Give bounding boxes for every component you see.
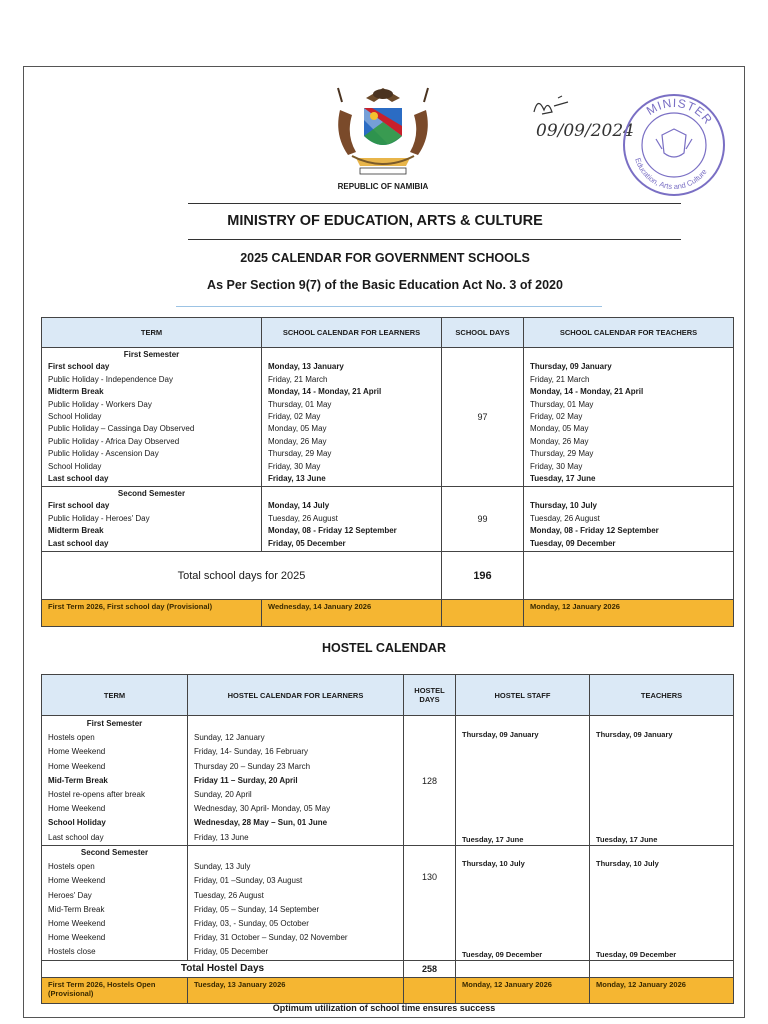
hostel-header-staff: HOSTEL STAFF (456, 675, 590, 716)
teacher-date: Monday, 08 - Friday 12 September (530, 526, 659, 536)
term-label: School Holiday (48, 461, 102, 471)
teacher-date: Thursday, 01 May (530, 399, 594, 409)
hostel-term-label: Home Weekend (48, 747, 106, 757)
term-label: Public Holiday – Cassinga Day Observed (48, 424, 195, 434)
term-label: School Holiday (48, 411, 102, 421)
hostel-first-semester-days: 128 (404, 716, 456, 846)
term-label: First school day (48, 501, 110, 511)
hostel-teachers-start: Thursday, 10 July (596, 859, 659, 868)
total-hostel-days-value: 258 (404, 960, 456, 977)
hostel-learner-date: Friday, 01 –Sunday, 03 August (194, 876, 303, 886)
learner-date: Monday, 05 May (268, 424, 327, 434)
hostel-first-term-staff: Monday, 12 January 2026 (456, 977, 590, 1003)
second-semester-days: 99 (442, 487, 524, 552)
first-term-2026-teachers: Monday, 12 January 2026 (524, 600, 734, 627)
teacher-date: Thursday, 09 January (530, 362, 612, 372)
second-semester-title: Second Semester (117, 489, 186, 498)
hostel-first-term-learners: Tuesday, 13 January 2026 (188, 977, 404, 1003)
hostel-calendar-title: HOSTEL CALENDAR (321, 641, 447, 655)
first-semester-title: First Semester (123, 350, 180, 359)
hostel-term-label: Home Weekend (48, 918, 106, 928)
hostel-term-label: Hostel re-opens after break (48, 789, 145, 799)
hostel-calendar-table (41, 674, 734, 1004)
hostel-first-semester-title: First Semester (86, 719, 143, 728)
hostel-term-label: Mid-Term Break (48, 904, 105, 914)
hostel-staff-end: Tuesday, 09 December (462, 949, 543, 959)
total-hostel-days-label: Total Hostel Days (42, 960, 404, 977)
hostel-teachers-start: Thursday, 09 January (596, 730, 673, 739)
ministry-title: MINISTRY OF EDUCATION, ARTS & CULTURE (227, 213, 543, 229)
teacher-date: Tuesday, 09 December (530, 538, 616, 548)
hostel-learner-date: Thursday 20 – Sunday 23 March (194, 761, 311, 771)
total-school-days-label: Total school days for 2025 (42, 552, 442, 600)
total-school-days-row (42, 552, 734, 600)
hostel-first-term-2026-row (42, 977, 734, 1003)
hostel-term-label: Hostels open (48, 862, 95, 872)
hostel-header-term: TERM (42, 675, 188, 716)
learner-date: Friday, 30 May (268, 461, 321, 471)
hostel-learner-date: Wednesday, 28 May – Sun, 01 June (194, 818, 328, 828)
hostel-term-label: Mid-Term Break (48, 775, 108, 785)
learner-date: Monday, 13 January (268, 362, 344, 372)
term-label: Public Holiday - Heroes' Day (48, 513, 150, 523)
teacher-date: Thursday, 29 May (530, 449, 594, 459)
hostel-header-days: HOSTEL DAYS (404, 675, 456, 716)
stamp-bottom-text: Education, Arts and Culture (633, 156, 709, 192)
teacher-date: Monday, 14 - Monday, 21 April (530, 387, 644, 397)
learner-date: Friday, 05 December (268, 538, 346, 548)
blue-rule (176, 306, 602, 307)
hostel-learner-date: Friday, 31 October – Sunday, 02 November (194, 933, 348, 943)
learner-date: Friday, 02 May (268, 411, 321, 421)
minister-stamp-icon (620, 91, 728, 199)
hostel-term-label: Last school day (48, 832, 104, 842)
hostel-learner-date: Sunday, 12 January (194, 733, 265, 743)
stamp-top-text: MINISTER (643, 95, 716, 128)
hostel-header-teachers: TEACHERS (590, 675, 734, 716)
term-label: Midterm Break (48, 526, 104, 536)
teacher-date: Tuesday, 17 June (530, 473, 596, 483)
header-teachers: SCHOOL CALENDAR FOR TEACHERS (524, 318, 734, 348)
first-term-2026-label: First Term 2026, First school day (Provisional) (42, 600, 262, 627)
total-school-days-value: 196 (442, 552, 524, 600)
school-calendar-table (41, 317, 734, 627)
learner-date: Tuesday, 26 August (268, 513, 338, 523)
hostel-term-label: Home Weekend (48, 804, 106, 814)
svg-text:MINISTER (644, 96, 716, 127)
footer-motto: Optimum utilization of school time ensures success (272, 1003, 496, 1013)
term-label: Public Holiday - Independence Day (48, 374, 173, 384)
hostel-learner-date: Friday, 13 June (194, 832, 249, 842)
hostel-second-semester-title: Second Semester (80, 848, 149, 857)
hostel-learner-date: Friday 11 – Surday, 20 April (194, 775, 298, 785)
hostel-second-semester-row (42, 846, 734, 961)
teacher-date: Friday, 21 March (530, 374, 590, 384)
hostel-teachers-end: Tuesday, 17 June (596, 835, 658, 844)
term-label: First school day (48, 362, 110, 372)
hostel-term-label: Hostels open (48, 733, 95, 743)
hostel-term-label: Home Weekend (48, 761, 106, 771)
teacher-date: Monday, 26 May (530, 436, 589, 446)
hostel-teachers-end: Tuesday, 09 December (596, 949, 677, 959)
hostel-staff-end: Tuesday, 17 June (462, 835, 524, 844)
term-label: Last school day (48, 538, 109, 548)
hostel-learner-date: Tuesday, 26 August (194, 890, 264, 900)
hostel-staff-start: Thursday, 10 July (462, 859, 525, 868)
learner-date: Monday, 26 May (268, 436, 327, 446)
hostel-term-label: School Holiday (48, 818, 106, 828)
first-semester-row (42, 348, 734, 487)
first-semester-days: 97 (442, 348, 524, 487)
teacher-date: Friday, 30 May (530, 461, 583, 471)
learner-date: Friday, 21 March (268, 374, 328, 384)
signature-date: 09/09/2024 (536, 121, 634, 141)
hostel-term-label: Hostels close (48, 947, 96, 957)
hostel-first-semester-row (42, 716, 734, 846)
act-reference: As Per Section 9(7) of the Basic Education Act No. 3 of 2020 (207, 278, 563, 292)
hostel-staff-start: Thursday, 09 January (462, 730, 539, 739)
header-term: TERM (42, 318, 262, 348)
second-rule (188, 239, 681, 240)
teacher-date: Friday, 02 May (530, 411, 583, 421)
hostel-learner-date: Friday, 14- Sunday, 16 February (194, 747, 308, 757)
teacher-date: Tuesday, 26 August (530, 513, 600, 523)
term-label: Public Holiday - Ascension Day (48, 449, 159, 459)
hostel-header-learners: HOSTEL CALENDAR FOR LEARNERS (188, 675, 404, 716)
hostel-learner-date: Sunday, 20 April (194, 789, 252, 799)
header-school-days: SCHOOL DAYS (442, 318, 524, 348)
teacher-date: Monday, 05 May (530, 424, 589, 434)
learner-date: Monday, 08 - Friday 12 September (268, 526, 397, 536)
hostel-learner-date: Friday, 05 – Sunday, 14 September (194, 904, 320, 914)
top-rule (188, 203, 681, 204)
republic-label: REPUBLIC OF NAMIBIA (337, 182, 429, 191)
hostel-term-label: Home Weekend (48, 876, 106, 886)
learner-date: Thursday, 01 May (268, 399, 332, 409)
first-term-2026-learners: Wednesday, 14 January 2026 (262, 600, 442, 627)
learner-date: Monday, 14 July (268, 501, 330, 511)
hostel-learner-date: Sunday, 13 July (194, 862, 251, 872)
term-label: Last school day (48, 473, 109, 483)
hostel-term-label: Home Weekend (48, 933, 106, 943)
learner-date: Friday, 13 June (268, 473, 326, 483)
header-learners: SCHOOL CALENDAR FOR LEARNERS (262, 318, 442, 348)
learner-date: Thursday, 29 May (268, 449, 332, 459)
coat-of-arms-icon (326, 80, 440, 180)
calendar-title: 2025 CALENDAR FOR GOVERNMENT SCHOOLS (240, 251, 530, 265)
hostel-learner-date: Wednesday, 30 April- Monday, 05 May (194, 804, 331, 814)
hostel-learner-date: Friday, 05 December (194, 947, 269, 957)
second-semester-row (42, 487, 734, 552)
teacher-date: Thursday, 10 July (530, 501, 597, 511)
hostel-term-label: Heroes' Day (48, 890, 92, 900)
hostel-first-term-label: First Term 2026, Hostels Open (Provisional) (42, 977, 188, 1003)
term-label: Public Holiday - Workers Day (48, 399, 152, 409)
term-label: Midterm Break (48, 387, 104, 397)
learner-date: Monday, 14 - Monday, 21 April (268, 387, 382, 397)
hostel-learner-date: Friday, 03, - Sunday, 05 October (194, 918, 309, 928)
hostel-first-term-teachers: Monday, 12 January 2026 (590, 977, 734, 1003)
hostel-second-semester-days: 130 (404, 846, 456, 961)
total-hostel-days-row (42, 960, 734, 977)
term-label: Public Holiday - Africa Day Observed (48, 436, 180, 446)
first-term-2026-row (42, 600, 734, 627)
